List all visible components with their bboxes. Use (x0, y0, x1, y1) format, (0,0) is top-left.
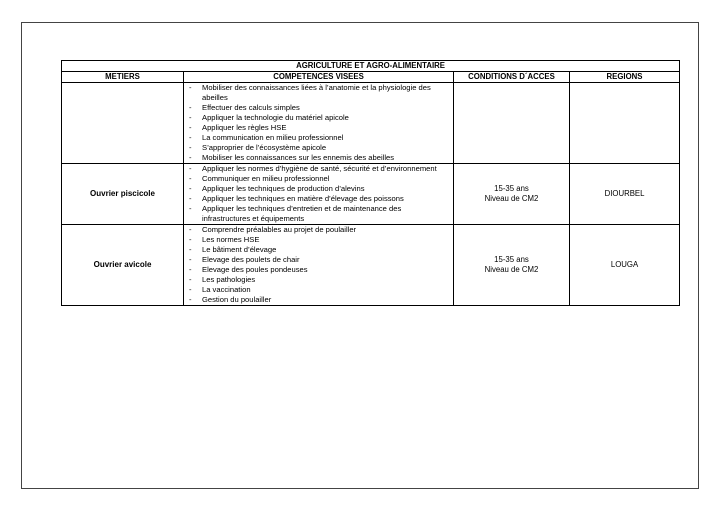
competences-list (184, 225, 453, 305)
training-table (61, 60, 680, 306)
competence-item: - Les normes HSE (184, 235, 451, 245)
competence-item: - Appliquer la technologie du matériel apicole (184, 113, 451, 123)
competences-list (184, 83, 453, 163)
competence-item: - Appliquer les techniques de production d’alevins (184, 184, 451, 194)
competence-item: - Gestion du poulailler (184, 295, 451, 305)
condition-age: 15-35 ans (494, 255, 529, 264)
competences-cell (184, 83, 454, 164)
metier-cell (62, 83, 184, 164)
conditions-cell (454, 225, 570, 306)
region-cell: LOUGA (570, 225, 680, 306)
header-row (62, 72, 680, 83)
competence-item: - Appliquer les normes d’hygiène de santé, sécurité et d’environnement (184, 164, 451, 174)
competence-item: - La vaccination (184, 285, 451, 295)
competence-item: - Elevage des poules pondeuses (184, 265, 451, 275)
table-row (62, 83, 680, 164)
competence-item: - S’approprier de l’écosystème apicole (184, 143, 451, 153)
region-cell (570, 83, 680, 164)
metier-cell: Ouvrier piscicole (62, 164, 184, 225)
conditions-cell (454, 83, 570, 164)
sector-title-row (62, 61, 680, 72)
competences-cell (184, 225, 454, 306)
competence-item: - Appliquer les techniques en matière d’élevage des poissons (184, 194, 451, 204)
condition-age: 15-35 ans (494, 184, 529, 193)
competence-item: - Le bâtiment d’élevage (184, 245, 451, 255)
table-row (62, 225, 680, 306)
region-cell: DIOURBEL (570, 164, 680, 225)
competence-item: - Mobiliser les connaissances sur les ennemis des abeilles (184, 153, 451, 163)
header-competences: COMPETENCES VISEES (184, 72, 454, 83)
competence-item: - Elevage des poulets de chair (184, 255, 451, 265)
conditions-cell (454, 164, 570, 225)
competence-item: - Mobiliser des connaissances liées à l’anatomie et la physiologie des abeilles (184, 83, 451, 103)
competence-item: - Les pathologies (184, 275, 451, 285)
table-body (62, 83, 680, 306)
competences-cell (184, 164, 454, 225)
competence-item: - Comprendre préalables au projet de poulailler (184, 225, 451, 235)
header-metiers: METIERS (62, 72, 184, 83)
competences-list (184, 164, 453, 224)
competence-item: - La communication en milieu professionnel (184, 133, 451, 143)
header-conditions: CONDITIONS D´ACCES (454, 72, 570, 83)
metier-cell: Ouvrier avicole (62, 225, 184, 306)
competence-item: - Appliquer les règles HSE (184, 123, 451, 133)
table-row (62, 164, 680, 225)
condition-level: Niveau de CM2 (484, 194, 539, 203)
competence-item: - Communiquer en milieu professionnel (184, 174, 451, 184)
header-regions: REGIONS (570, 72, 680, 83)
competence-item: - Appliquer les techniques d’entretien et de maintenance des infrastructures et équipements (184, 204, 451, 224)
sector-title: AGRICULTURE ET AGRO-ALIMENTAIRE (62, 61, 680, 72)
competence-item: - Effectuer des calculs simples (184, 103, 451, 113)
condition-level: Niveau de CM2 (484, 265, 539, 274)
